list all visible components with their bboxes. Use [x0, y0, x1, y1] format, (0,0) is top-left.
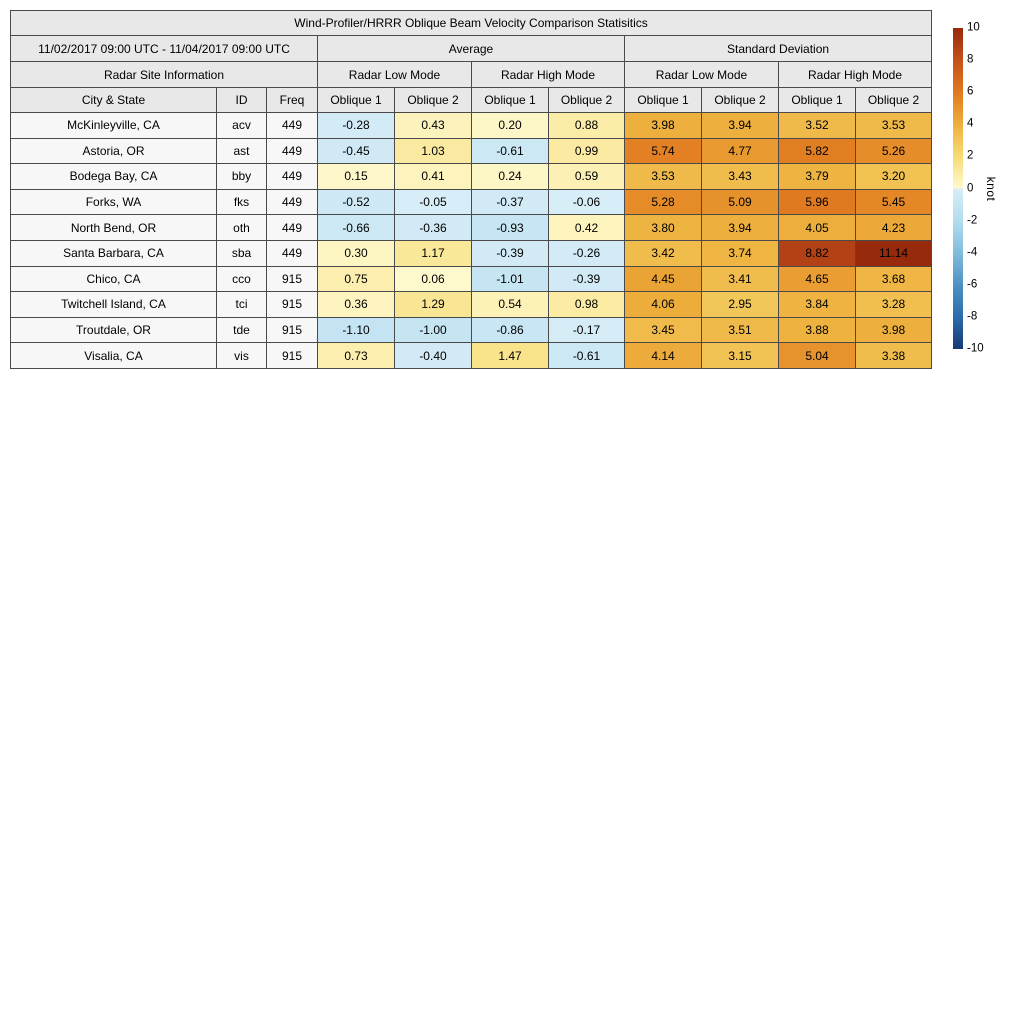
stats-table — [10, 10, 932, 369]
value-cell: 4.23 — [856, 215, 932, 241]
table-row — [11, 138, 932, 164]
city-cell: Chico, CA — [11, 266, 217, 292]
value-cell: 3.41 — [702, 266, 779, 292]
table-row — [11, 266, 932, 292]
value-cell: 4.06 — [625, 292, 702, 318]
table-row — [11, 164, 932, 190]
city-cell: Bodega Bay, CA — [11, 164, 217, 190]
site-id-cell: oth — [217, 215, 267, 241]
table-row — [11, 343, 932, 369]
freq-cell: 449 — [267, 164, 318, 190]
value-cell: 0.73 — [318, 343, 395, 369]
colorbar-tick-label: 0 — [967, 181, 974, 194]
value-cell: -0.39 — [472, 240, 549, 266]
value-cell: 3.20 — [856, 164, 932, 190]
value-cell: 3.79 — [779, 164, 856, 190]
colorbar-axis-label: knot — [984, 176, 998, 201]
group-header-average: Average — [318, 36, 625, 62]
freq-cell: 915 — [267, 266, 318, 292]
value-cell: -0.61 — [549, 343, 625, 369]
site-id-cell: fks — [217, 189, 267, 215]
value-cell: 3.80 — [625, 215, 702, 241]
col-header-oblique: Oblique 1 — [625, 88, 702, 113]
value-cell: 3.28 — [856, 292, 932, 318]
colorbar-tick-label: 4 — [967, 117, 974, 130]
value-cell: 4.14 — [625, 343, 702, 369]
value-cell: -0.37 — [472, 189, 549, 215]
value-cell: 4.65 — [779, 266, 856, 292]
city-cell: Visalia, CA — [11, 343, 217, 369]
value-cell: 3.53 — [856, 113, 932, 139]
table-row — [11, 317, 932, 343]
freq-cell: 449 — [267, 138, 318, 164]
value-cell: 3.38 — [856, 343, 932, 369]
colorbar-tick-label: 2 — [967, 149, 974, 162]
value-cell: -0.26 — [549, 240, 625, 266]
value-cell: 0.98 — [549, 292, 625, 318]
city-cell: Troutdale, OR — [11, 317, 217, 343]
value-cell: 3.51 — [702, 317, 779, 343]
site-id-cell: acv — [217, 113, 267, 139]
city-cell: North Bend, OR — [11, 215, 217, 241]
city-cell: Santa Barbara, CA — [11, 240, 217, 266]
site-id-cell: sba — [217, 240, 267, 266]
value-cell: -0.61 — [472, 138, 549, 164]
value-cell: -0.86 — [472, 317, 549, 343]
value-cell: 8.82 — [779, 240, 856, 266]
value-cell: 0.99 — [549, 138, 625, 164]
value-cell: 0.59 — [549, 164, 625, 190]
table-title: Wind-Profiler/HRRR Oblique Beam Velocity Comparison Statisitics — [11, 11, 932, 36]
value-cell: 0.42 — [549, 215, 625, 241]
site-id-cell: tde — [217, 317, 267, 343]
value-cell: -0.36 — [395, 215, 472, 241]
value-cell: 3.88 — [779, 317, 856, 343]
freq-cell: 449 — [267, 240, 318, 266]
value-cell: 3.68 — [856, 266, 932, 292]
mode-header-avg-low: Radar Low Mode — [318, 62, 472, 88]
value-cell: 0.88 — [549, 113, 625, 139]
value-cell: 3.53 — [625, 164, 702, 190]
mode-header-avg-high: Radar High Mode — [472, 62, 625, 88]
value-cell: 5.74 — [625, 138, 702, 164]
value-cell: 3.45 — [625, 317, 702, 343]
value-cell: -0.39 — [549, 266, 625, 292]
value-cell: 0.54 — [472, 292, 549, 318]
col-header-oblique: Oblique 1 — [472, 88, 549, 113]
value-cell: 5.26 — [856, 138, 932, 164]
value-cell: 3.98 — [625, 113, 702, 139]
col-header-oblique: Oblique 2 — [702, 88, 779, 113]
value-cell: -0.52 — [318, 189, 395, 215]
value-cell: 4.45 — [625, 266, 702, 292]
colorbar-tick-label: -4 — [967, 245, 978, 258]
value-cell: -1.10 — [318, 317, 395, 343]
col-header-oblique: Oblique 2 — [549, 88, 625, 113]
value-cell: 0.75 — [318, 266, 395, 292]
table-row — [11, 189, 932, 215]
site-id-cell: ast — [217, 138, 267, 164]
value-cell: -1.00 — [395, 317, 472, 343]
colorbar-tick-label: 10 — [967, 21, 980, 34]
value-cell: 0.15 — [318, 164, 395, 190]
value-cell: -0.93 — [472, 215, 549, 241]
col-header-oblique: Oblique 1 — [779, 88, 856, 113]
site-id-cell: cco — [217, 266, 267, 292]
city-cell: Forks, WA — [11, 189, 217, 215]
city-cell: Astoria, OR — [11, 138, 217, 164]
value-cell: 5.45 — [856, 189, 932, 215]
value-cell: 2.95 — [702, 292, 779, 318]
value-cell: 3.42 — [625, 240, 702, 266]
value-cell: -0.40 — [395, 343, 472, 369]
colorbar-tick-label: 6 — [967, 85, 974, 98]
freq-cell: 915 — [267, 292, 318, 318]
colorbar-tick-label: 8 — [967, 53, 974, 66]
value-cell: 0.43 — [395, 113, 472, 139]
col-header-id: ID — [217, 88, 267, 113]
freq-cell: 449 — [267, 189, 318, 215]
col-header-oblique: Oblique 2 — [856, 88, 932, 113]
colorbar-tick-label: -10 — [967, 342, 984, 355]
value-cell: 3.98 — [856, 317, 932, 343]
site-info-header: Radar Site Information — [11, 62, 318, 88]
value-cell: 4.77 — [702, 138, 779, 164]
value-cell: 3.84 — [779, 292, 856, 318]
table-row — [11, 292, 932, 318]
value-cell: 1.03 — [395, 138, 472, 164]
value-cell: 5.09 — [702, 189, 779, 215]
group-header-std-dev: Standard Deviation — [625, 36, 932, 62]
value-cell: 0.41 — [395, 164, 472, 190]
table-row — [11, 240, 932, 266]
value-cell: -1.01 — [472, 266, 549, 292]
city-cell: McKinleyville, CA — [11, 113, 217, 139]
value-cell: 0.36 — [318, 292, 395, 318]
value-cell: -0.05 — [395, 189, 472, 215]
colorbar-tick-label: -6 — [967, 278, 978, 291]
value-cell: 5.28 — [625, 189, 702, 215]
freq-cell: 915 — [267, 343, 318, 369]
site-id-cell: vis — [217, 343, 267, 369]
table-row — [11, 215, 932, 241]
table-row — [11, 113, 932, 139]
table-body — [11, 113, 932, 369]
value-cell: 3.43 — [702, 164, 779, 190]
value-cell: -0.06 — [549, 189, 625, 215]
value-cell: 3.94 — [702, 113, 779, 139]
value-cell: 1.29 — [395, 292, 472, 318]
city-cell: Twitchell Island, CA — [11, 292, 217, 318]
value-cell: 3.52 — [779, 113, 856, 139]
value-cell: 4.05 — [779, 215, 856, 241]
col-header-oblique: Oblique 2 — [395, 88, 472, 113]
colorbar-tick-label: -8 — [967, 310, 978, 323]
value-cell: 11.14 — [856, 240, 932, 266]
value-cell: 0.06 — [395, 266, 472, 292]
value-cell: -0.28 — [318, 113, 395, 139]
value-cell: -0.45 — [318, 138, 395, 164]
value-cell: 0.24 — [472, 164, 549, 190]
value-cell: 5.04 — [779, 343, 856, 369]
site-id-cell: tci — [217, 292, 267, 318]
value-cell: 5.82 — [779, 138, 856, 164]
freq-cell: 449 — [267, 113, 318, 139]
value-cell: 0.30 — [318, 240, 395, 266]
colorbar — [953, 28, 963, 349]
mode-header-std-low: Radar Low Mode — [625, 62, 779, 88]
value-cell: 1.47 — [472, 343, 549, 369]
site-id-cell: bby — [217, 164, 267, 190]
value-cell: 5.96 — [779, 189, 856, 215]
mode-header-std-high: Radar High Mode — [779, 62, 932, 88]
col-header-freq: Freq — [267, 88, 318, 113]
value-cell: 1.17 — [395, 240, 472, 266]
colorbar-tick-label: -2 — [967, 213, 978, 226]
value-cell: -0.17 — [549, 317, 625, 343]
value-cell: 3.15 — [702, 343, 779, 369]
value-cell: 0.20 — [472, 113, 549, 139]
value-cell: -0.66 — [318, 215, 395, 241]
value-cell: 3.74 — [702, 240, 779, 266]
freq-cell: 915 — [267, 317, 318, 343]
value-cell: 3.94 — [702, 215, 779, 241]
col-header-city: City & State — [11, 88, 217, 113]
date-range: 11/02/2017 09:00 UTC - 11/04/2017 09:00 UTC — [11, 36, 318, 62]
freq-cell: 449 — [267, 215, 318, 241]
col-header-oblique: Oblique 1 — [318, 88, 395, 113]
